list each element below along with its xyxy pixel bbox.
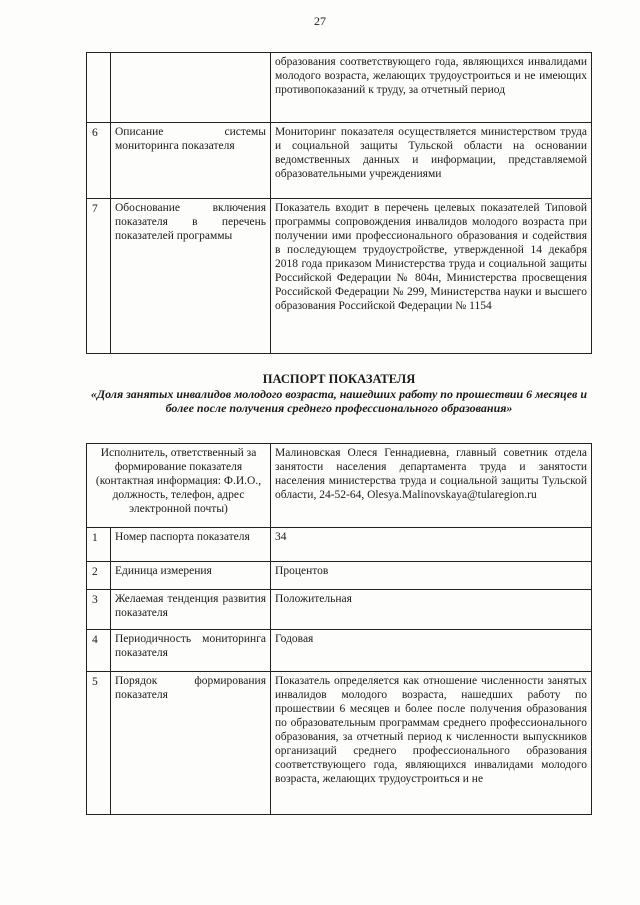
row-label: Порядок формирования показателя — [111, 672, 271, 815]
indicator-table-continued — [86, 52, 592, 354]
executor-value: Малиновская Олеся Геннадиевна, главный советник отдела занятости населения департамента труда и занятости населения министерства труда и социальной защиты Тульской области, 24-52-64, Olesya.Malinovskaya@tularegion.ru — [271, 444, 592, 528]
row-value: Мониторинг показателя осуществляется министерством труда и социальной защиты Тульской области на основании ведомственных данных и информации, представляемой образовательными учреждениями — [271, 123, 592, 199]
passport-table — [86, 443, 592, 815]
row-value: Годовая — [271, 630, 592, 672]
table-row — [87, 630, 592, 672]
table-row — [87, 528, 592, 562]
row-value: образования соответствующего года, являющихся инвалидами молодого возраста, желающих трудоустроиться и не имеющих противопоказаний к труду, за отчетный период — [271, 53, 592, 123]
row-value: Положительная — [271, 590, 592, 630]
table-row — [87, 672, 592, 815]
row-label: Описание системы мониторинга показателя — [111, 123, 271, 199]
row-number: 6 — [87, 123, 111, 199]
row-number: 3 — [87, 590, 111, 630]
table-row — [87, 53, 592, 123]
row-number: 1 — [87, 528, 111, 562]
row-label: Обоснование включения показателя в перечень показателей программы — [111, 199, 271, 354]
row-number — [87, 53, 111, 123]
row-number: 7 — [87, 199, 111, 354]
row-label: Периодичность мониторинга показателя — [111, 630, 271, 672]
row-label: Желаемая тенденция развития показателя — [111, 590, 271, 630]
passport-subtitle: «Доля занятых инвалидов молодого возраста, нашедших работу по прошествии 6 месяцев и более после получения среднего профессионального образования» — [90, 387, 588, 415]
table-row — [87, 199, 592, 354]
row-number: 2 — [87, 562, 111, 590]
row-number: 5 — [87, 672, 111, 815]
row-value: 34 — [271, 528, 592, 562]
executor-label: Исполнитель, ответственный за формирование показателя (контактная информация: Ф.И.О., должность, телефон, адрес электронной почты) — [87, 444, 271, 528]
table-row — [87, 444, 592, 528]
row-number: 4 — [87, 630, 111, 672]
row-label — [111, 53, 271, 123]
table-row — [87, 123, 592, 199]
passport-heading — [86, 372, 592, 415]
row-value: Процентов — [271, 562, 592, 590]
row-value: Показатель входит в перечень целевых показателей Типовой программы сопровождения инвалидов молодого возраста при получении ими профессионального образования и содействия в последующем трудоустройстве, утвержденной 14 декабря 2018 года приказом Министерства труда и социальной защиты Российской Федерации № 804н, Министерства просвещения Российской Федерации № 299, Министерства науки и высшего образования Российской Федерации № 1154 — [271, 199, 592, 354]
passport-title: ПАСПОРТ ПОКАЗАТЕЛЯ — [262, 372, 416, 386]
row-label: Единица измерения — [111, 562, 271, 590]
row-label: Номер паспорта показателя — [111, 528, 271, 562]
row-value: Показатель определяется как отношение численности занятых инвалидов молодого возраста, нашедших работу по прошествии 6 месяцев и более после получения образования по образовательным программам среднего профессионального образования, за отчетный период к численности выпускников организаций среднего профессионального образования соответствующего года, являющихся инвалидами молодого возраста, желающих трудоустроиться и не — [271, 672, 592, 815]
table-row — [87, 562, 592, 590]
table-row — [87, 590, 592, 630]
page-number: 27 — [314, 14, 326, 28]
